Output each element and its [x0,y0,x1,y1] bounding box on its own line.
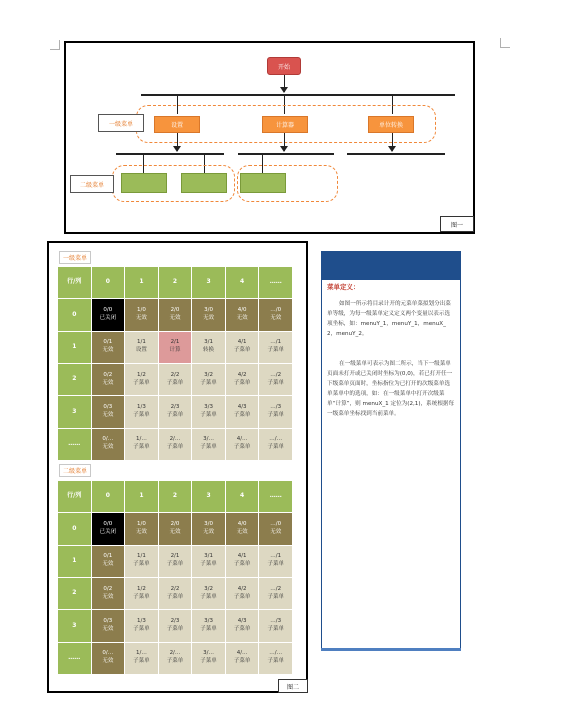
table2-title: 二级菜单 [59,464,91,477]
table-cell [125,610,158,641]
cell-status: 转换 [203,347,215,354]
cell-coordinate: 0/3 [103,618,113,625]
table-cell [92,396,125,427]
cell-status: 子菜单 [166,625,184,632]
cell-status: 无效 [102,444,114,451]
cell-coordinate: 1 [72,342,77,350]
cell-coordinate: 2/1 [170,553,180,560]
cell-coordinate: 0 [72,310,77,318]
cell-coordinate: 4/… [236,650,248,657]
cell-coordinate: 2/3 [170,404,180,411]
level1-label: 一级菜单 [98,114,144,132]
cell-status: 子菜单 [133,625,150,632]
level2-coordinate-table [58,481,292,674]
table-cell [92,546,125,577]
figure-1-flowchart [64,41,475,234]
table-cell [259,513,292,544]
table-cell [92,299,125,330]
cell-coordinate: 3/3 [204,404,213,411]
table-header-cell: 3 [192,481,225,512]
table-cell [226,396,259,427]
cell-status: 无效 [102,593,114,600]
cell-status: 无效 [203,528,215,535]
table-header-cell: 0 [92,267,125,298]
cell-coordinate: 3 [72,407,77,415]
figure-1-tag: 图一 [440,216,474,232]
cell-coordinate: 4/3 [237,404,247,411]
cell-coordinate: 0/1 [103,553,113,560]
cell-coordinate: 4/3 [237,618,247,625]
table-cell [192,429,225,460]
level1-coordinate-table [58,267,292,460]
cell-status: 计算 [169,347,181,354]
table-row-header [58,643,91,674]
cell-status: 子菜单 [200,379,217,386]
cell-status: 子菜单 [233,347,251,354]
menu-definition-sidebar [321,251,461,651]
cell-coordinate: …/1 [270,553,282,560]
table-cell [92,643,125,674]
cell-status: 已关闭 [99,528,117,535]
cell-coordinate: 1/2 [136,585,146,592]
cell-coordinate: 2/1 [170,339,180,346]
cell-status: 设置 [135,347,147,354]
cell-coordinate: 0/… [102,436,114,443]
cell-coordinate: 4/2 [237,585,247,592]
cell-status: 子菜单 [267,593,284,600]
arrow-start [280,87,288,93]
cell-status: 无效 [102,379,114,386]
level2-bus-middle [238,153,334,155]
cell-status: 子菜单 [133,411,150,418]
sidebar-header-bar [321,251,461,280]
cell-coordinate: 0/2 [103,371,113,378]
table-cell [259,546,292,577]
cell-coordinate: 1/0 [136,307,146,314]
cell-coordinate: 0/1 [103,339,113,346]
table-cell [226,364,259,395]
cell-status: 无效 [135,528,147,535]
cell-coordinate: 2/3 [170,618,180,625]
cell-coordinate: 1/1 [136,553,146,560]
cell-coordinate: 3 [72,621,77,629]
cell-status: 子菜单 [267,625,284,632]
cell-coordinate: 1/0 [136,521,146,528]
cell-coordinate: 3/0 [204,521,213,528]
cell-coordinate: 4/2 [237,371,247,378]
cell-coordinate: 4/0 [237,307,247,314]
table-cell [259,396,292,427]
level2-node-2 [181,173,227,193]
cell-status: 子菜单 [200,625,217,632]
cell-coordinate: 4/0 [237,521,247,528]
table-cell [226,578,259,609]
cell-coordinate: …/3 [270,404,282,411]
cell-coordinate: 2/0 [170,521,180,528]
table-cell [92,578,125,609]
table-cell [259,578,292,609]
sidebar-paragraph-2: 在一级菜单可表示为图二所示，当下一级菜单页面未打开或已关闭时坐标为(0,0)，若已打开任一下级菜单页面时，坐标指位为已打开的次级菜单选单菜单中的选项，如：在一级菜单中打开次级菜单“计算”，则 menuX_1 定位为(2,1)，系统根据每一级菜单坐标找到当前菜单。 [327,361,455,417]
cell-status: 无效 [102,561,114,568]
cell-coordinate: …/… [269,436,283,443]
cell-status: 无效 [236,528,248,535]
table-cell [226,513,259,544]
cell-coordinate: 2/… [169,436,181,443]
cell-coordinate: 3/3 [204,618,213,625]
cell-status: 无效 [270,314,282,321]
cell-status: 子菜单 [267,561,284,568]
cell-coordinate: …/1 [270,339,282,346]
table-cell [159,546,192,577]
cell-coordinate: …… [68,439,81,447]
table-row-header [58,546,91,577]
cell-coordinate: 1/… [135,650,147,657]
table-cell [125,299,158,330]
cell-status: 子菜单 [233,379,251,386]
level2-label: 二级菜单 [70,175,114,193]
cell-coordinate: 1/3 [136,404,146,411]
table-cell [125,546,158,577]
cell-status: 子菜单 [166,444,184,451]
table-cell [125,578,158,609]
cell-coordinate: 3/1 [204,339,213,346]
level1-node-settings: 设置 [154,116,200,133]
cell-status: 子菜单 [133,444,150,451]
table-cell [192,299,225,330]
cell-coordinate: …/0 [270,307,282,314]
cell-status: 子菜单 [233,561,251,568]
cell-coordinate: 0/3 [103,404,113,411]
cell-coordinate: 0/0 [103,521,113,528]
cell-status: 无效 [203,314,215,321]
table-cell [125,364,158,395]
cell-status: 子菜单 [233,411,251,418]
cell-coordinate: …/2 [270,371,282,378]
cell-status: 无效 [102,411,114,418]
cell-status: 子菜单 [267,379,284,386]
cell-status: 子菜单 [233,444,251,451]
figure-2-tag: 图二 [278,679,308,693]
arrow-calculator [280,146,288,152]
cell-status: 子菜单 [267,347,284,354]
page-corner-mark-left [50,40,60,50]
table-cell [259,299,292,330]
table-cell [259,364,292,395]
cell-coordinate: 3/1 [204,553,213,560]
table-cell [125,513,158,544]
cell-status: 无效 [102,658,114,665]
table-cell [192,332,225,363]
cell-status: 无效 [102,625,114,632]
sidebar-paragraph-1: 如图一所示将目录计开的元菜单菜拟划分出菜单等级，为每一级菜单定义定义两个变量以表示选项坐标，如：menuY_1，menuY_1，menuX_2，menuY_2。 [327,301,451,337]
level1-bus-line [141,94,455,96]
cell-status: 子菜单 [200,593,217,600]
table-cell [259,429,292,460]
table-cell [226,643,259,674]
table-cell [159,299,192,330]
cell-coordinate: …/2 [270,585,282,592]
cell-coordinate: 2 [72,375,77,383]
cell-status: 子菜单 [233,625,251,632]
cell-coordinate: 3/… [203,436,214,443]
table-header-cell: 1 [125,481,158,512]
cell-coordinate: 4/1 [237,339,247,346]
table-cell [192,513,225,544]
arrow-conversion [388,146,396,152]
cell-status: 子菜单 [166,561,184,568]
cell-coordinate: 1 [72,556,77,564]
cell-status: 子菜单 [133,593,150,600]
table-cell [159,513,192,544]
cell-coordinate: 0/2 [103,585,113,592]
table-cell [226,610,259,641]
table-cell [159,578,192,609]
cell-coordinate: 3/2 [204,371,213,378]
table-cell [159,610,192,641]
table-row-header [58,364,91,395]
table-cell [159,332,192,363]
table-header-cell: 行/列 [58,481,91,512]
table-header-cell: …… [259,481,292,512]
table-cell [192,396,225,427]
table-cell [92,610,125,641]
level1-node-calculator: 计算器 [262,116,308,133]
table-cell [125,396,158,427]
cell-status: 子菜单 [166,379,184,386]
table-cell [92,364,125,395]
cell-status: 子菜单 [133,561,150,568]
table-header-cell: 4 [226,267,259,298]
table-header-cell: 行/列 [58,267,91,298]
level2-bus-right [347,153,445,155]
cell-status: 子菜单 [267,658,284,665]
table-cell [259,643,292,674]
table-cell [159,364,192,395]
cell-status: 无效 [102,347,114,354]
table-cell [192,610,225,641]
cell-coordinate: 1/2 [136,371,146,378]
table-cell [125,643,158,674]
cell-coordinate: 3/2 [204,585,213,592]
cell-status: 子菜单 [133,658,150,665]
cell-coordinate: 0/… [102,650,114,657]
table-row-header [58,513,91,544]
cell-coordinate: 4/1 [237,553,247,560]
cell-status: 子菜单 [200,561,217,568]
table1-title: 一级菜单 [59,251,91,264]
level2-node-3 [240,173,286,193]
cell-coordinate: …/3 [270,618,282,625]
cell-status: 子菜单 [166,658,184,665]
cell-status: 无效 [270,528,282,535]
table-header-cell: 4 [226,481,259,512]
cell-status: 子菜单 [233,658,251,665]
table-cell [92,429,125,460]
cell-coordinate: 3/0 [204,307,213,314]
table-cell [159,429,192,460]
table-cell [159,396,192,427]
cell-status: 子菜单 [166,593,184,600]
cell-coordinate: 1/… [135,436,147,443]
table-cell [192,643,225,674]
cell-coordinate: 4/… [236,436,248,443]
cell-status: 子菜单 [166,411,184,418]
cell-status: 已关闭 [99,314,117,321]
cell-status: 子菜单 [267,444,284,451]
cell-status: 无效 [236,314,248,321]
table-cell [92,513,125,544]
table-cell [226,299,259,330]
page-corner-mark-right [500,38,510,48]
cell-coordinate: 2 [72,589,77,597]
table-header-cell: …… [259,267,292,298]
cell-status: 无效 [169,314,181,321]
table-cell [226,546,259,577]
table-header-cell: 3 [192,267,225,298]
cell-coordinate: …… [68,653,81,661]
cell-coordinate: 2/2 [170,585,180,592]
cell-status: 无效 [169,528,181,535]
table-cell [92,332,125,363]
table-header-cell: 1 [125,267,158,298]
level2-bus-left [116,153,224,155]
cell-coordinate: 0/0 [103,307,113,314]
table-cell [192,546,225,577]
cell-coordinate: 3/… [203,650,214,657]
table-row-header [58,578,91,609]
table-cell [226,332,259,363]
cell-coordinate: 2/2 [170,371,180,378]
cell-status: 子菜单 [200,444,217,451]
table-row-header [58,429,91,460]
cell-coordinate: 2/0 [170,307,180,314]
cell-status: 子菜单 [200,658,217,665]
table-cell [259,610,292,641]
cell-coordinate: …/… [269,650,283,657]
table-cell [125,429,158,460]
cell-coordinate: …/0 [270,521,282,528]
table-cell [192,364,225,395]
cell-coordinate: 1/1 [136,339,146,346]
table-cell [259,332,292,363]
sidebar-footer-bar [321,648,461,651]
cell-coordinate: 1/3 [136,618,146,625]
cell-status: 子菜单 [200,411,217,418]
level2-node-1 [121,173,167,193]
cell-coordinate: 0 [72,524,77,532]
table-cell [226,429,259,460]
cell-status: 子菜单 [133,379,150,386]
start-node: 开始 [267,57,301,75]
cell-status: 子菜单 [267,411,284,418]
figure-2-tables [47,241,308,693]
cell-coordinate: 2/… [169,650,181,657]
cell-status: 无效 [135,314,147,321]
sidebar-title: 菜单定义： [327,283,360,291]
table-row-header [58,332,91,363]
table-header-cell: 2 [159,267,192,298]
table-row-header [58,299,91,330]
arrow-settings [173,146,181,152]
table-cell [159,643,192,674]
table-row-header [58,610,91,641]
table-cell [192,578,225,609]
cell-status: 子菜单 [233,593,251,600]
level1-node-unit-conversion: 单位转换 [368,116,414,133]
table-cell [125,332,158,363]
table-header-cell: 2 [159,481,192,512]
table-row-header [58,396,91,427]
table-header-cell: 0 [92,481,125,512]
